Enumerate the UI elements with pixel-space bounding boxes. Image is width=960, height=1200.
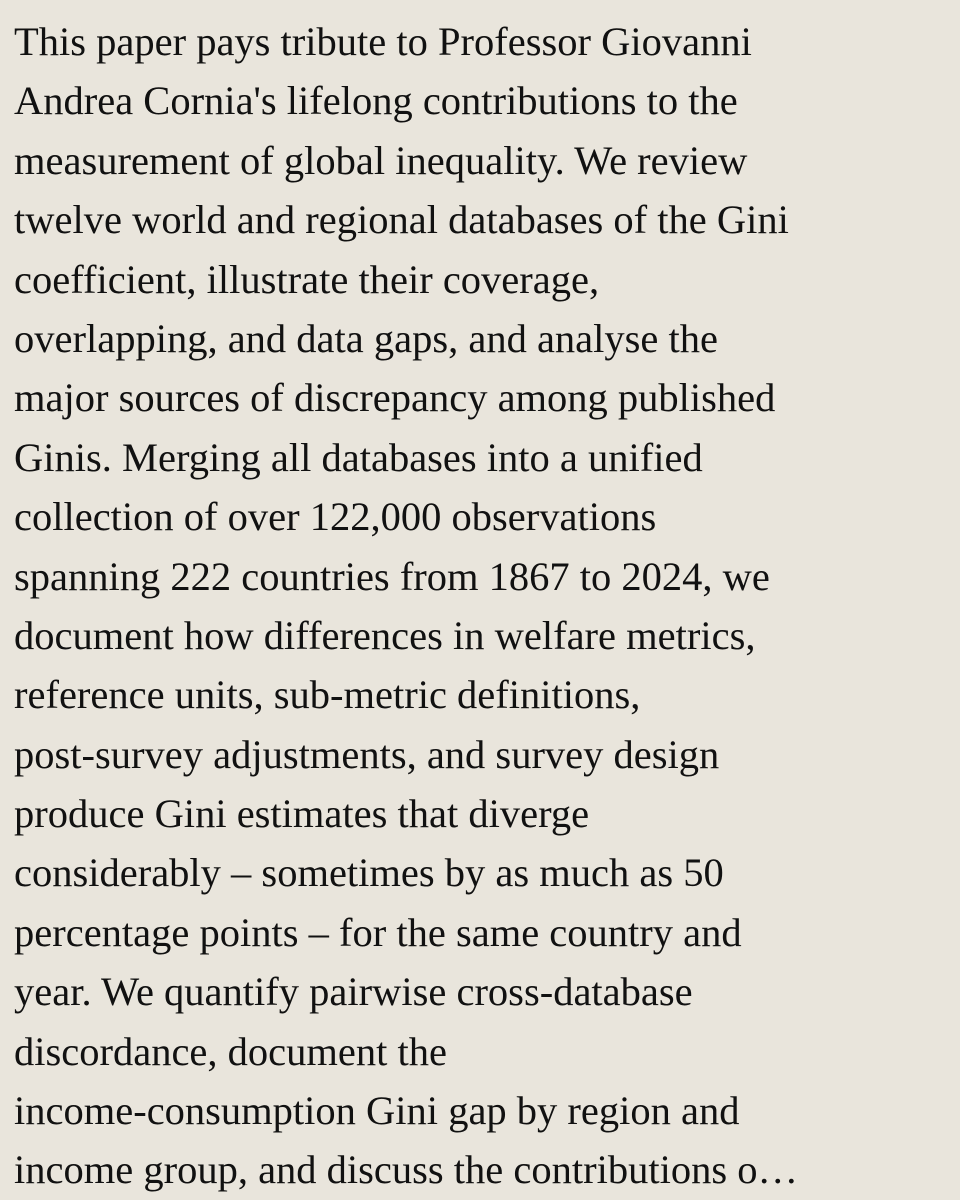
abstract-line: discordance, document the: [14, 1028, 447, 1074]
abstract-line: measurement of global inequality. We review: [14, 137, 748, 183]
abstract-line: collection of over 122,000 observations: [14, 494, 657, 540]
abstract-line: produce Gini estimates that diverge: [14, 791, 590, 837]
abstract-line: Ginis. Merging all databases into a unified: [14, 434, 703, 480]
abstract-line: coefficient, illustrate their coverage,: [14, 256, 600, 302]
abstract-line: document how differences in welfare metrics,: [14, 612, 756, 658]
abstract-line: percentage points – for the same country and: [14, 909, 742, 955]
abstract-line: twelve world and regional databases of the Gini: [14, 197, 789, 243]
abstract-line: overlapping, and data gaps, and analyse the: [14, 315, 719, 361]
abstract-line: year. We quantify pairwise cross-database: [14, 969, 693, 1015]
abstract-line-truncated: income group, and discuss the contributions o…: [14, 1147, 799, 1193]
abstract-line: income-consumption Gini gap by region and: [14, 1088, 740, 1134]
abstract-line: major sources of discrepancy among published: [14, 375, 776, 421]
abstract-line: Andrea Cornia's lifelong contributions to the: [14, 78, 738, 124]
abstract-line: spanning 222 countries from 1867 to 2024, we: [14, 553, 770, 599]
abstract-line: This paper pays tribute to Professor Giovanni: [14, 19, 752, 64]
abstract-text: [14, 12, 954, 1200]
abstract-line: considerably – sometimes by as much as 50: [14, 850, 724, 896]
abstract-line: post-survey adjustments, and survey design: [14, 731, 720, 777]
abstract-line: reference units, sub-metric definitions,: [14, 672, 641, 718]
